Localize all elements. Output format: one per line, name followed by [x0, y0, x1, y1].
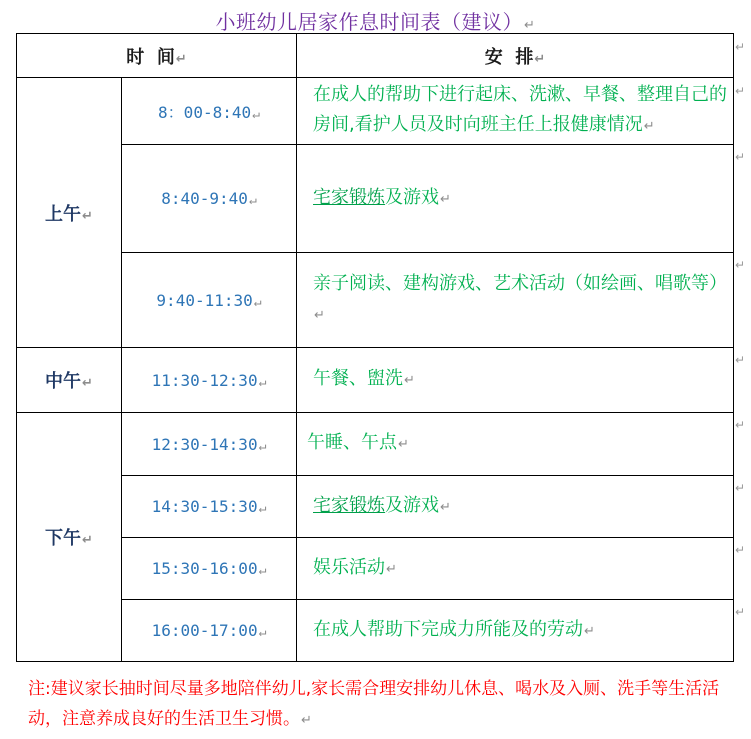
paragraph-mark-icon: ↵: [252, 106, 260, 122]
table-row: [17, 476, 734, 538]
paragraph-mark-icon: ↵: [82, 533, 93, 548]
time-label: 11:30-12:30: [151, 370, 258, 390]
table-header-row: [17, 34, 734, 78]
activity-text: 亲子阅读、建构游戏、艺术活动（如绘画、唱歌等）: [313, 273, 728, 294]
paragraph-mark-icon: ↵: [82, 208, 93, 224]
time-label: 15:30-16:00: [151, 559, 258, 578]
table-row: [17, 145, 734, 253]
time-label: 16:00-17:00: [151, 621, 258, 640]
activity-cell: [297, 78, 734, 145]
header-arrangement: [297, 34, 734, 78]
paragraph-mark-icon: ↵: [524, 18, 536, 33]
paragraph-mark-icon: ↵: [404, 373, 415, 388]
activity-cell: [297, 476, 734, 538]
activity-cell: [297, 600, 734, 662]
activity-link[interactable]: 宅家锻炼: [313, 494, 386, 516]
row-end-mark-icon: ↵: [735, 605, 746, 619]
table-row: [17, 253, 734, 348]
time-label: 14:30-15:30: [151, 497, 258, 516]
time-cell: [122, 538, 297, 600]
table-row: [17, 413, 734, 476]
paragraph-mark-icon: ↵: [175, 51, 187, 67]
time-label: 8：00-8:40: [158, 102, 252, 122]
time-label: 12:30-14:30: [151, 434, 258, 454]
paragraph-mark-icon: ↵: [534, 51, 546, 67]
row-end-mark-icon: ↵: [735, 481, 746, 495]
paragraph-mark-icon: ↵: [253, 294, 262, 310]
schedule-table: [16, 33, 734, 662]
paragraph-mark-icon: ↵: [440, 499, 451, 515]
row-end-mark-icon: ↵: [735, 150, 746, 164]
activity-cell: [297, 253, 734, 348]
period-afternoon: [17, 413, 122, 662]
paragraph-mark-icon: ↵: [643, 119, 655, 134]
paragraph-mark-icon: ↵: [440, 191, 451, 207]
period-morning: [17, 78, 122, 348]
paragraph-mark-icon: ↵: [258, 501, 267, 516]
row-end-marks: [735, 0, 751, 739]
header-time-label: 时 间: [126, 46, 175, 68]
paragraph-mark-icon: ↵: [258, 374, 267, 390]
paragraph-mark-icon: ↵: [314, 308, 325, 323]
row-end-mark-icon: ↵: [735, 353, 746, 367]
page-title: [0, 6, 751, 35]
paragraph-mark-icon: ↵: [584, 623, 595, 639]
time-label: 9:40-11:30: [156, 290, 253, 310]
activity-cell: [297, 538, 734, 600]
paragraph-mark-icon: ↵: [258, 438, 267, 454]
activity-text: 娱乐活动: [313, 556, 386, 578]
time-label: 8:40-9:40: [161, 189, 248, 208]
table-row: [17, 348, 734, 413]
activity-text: 及游戏: [385, 186, 440, 208]
paragraph-mark-icon: ↵: [301, 713, 312, 728]
activity-text: 及游戏: [385, 494, 440, 516]
header-arrangement-label: 安 排: [484, 46, 534, 68]
time-cell: [122, 600, 297, 662]
activity-link[interactable]: 宅家锻炼: [313, 186, 386, 208]
time-cell: [122, 253, 297, 348]
row-end-mark-icon: ↵: [735, 543, 746, 557]
time-cell: [122, 413, 297, 476]
paragraph-mark-icon: ↵: [258, 625, 267, 640]
time-cell: [122, 476, 297, 538]
time-cell: [122, 78, 297, 145]
period-noon: [17, 348, 122, 413]
paragraph-mark-icon: ↵: [398, 437, 409, 452]
footnote: [28, 674, 728, 736]
row-end-mark-icon: ↵: [735, 258, 746, 272]
time-cell: [122, 348, 297, 413]
activity-text: 午餐、盥洗: [313, 368, 404, 389]
row-end-mark-icon: ↵: [735, 84, 746, 98]
activity-text: 在成人的帮助下进行起床、洗漱、早餐、整理自己的房间,看护人员及时向班主任上报健康情况: [313, 84, 728, 135]
paragraph-mark-icon: ↵: [82, 376, 93, 391]
footnote-text: 注:建议家长抽时间尽量多地陪伴幼儿,家长需合理安排幼儿休息、喝水及入厕、洗手等生活活动，注意养成良好的生活卫生习惯。: [28, 679, 720, 729]
activity-cell: [297, 145, 734, 253]
period-label: 上午: [45, 203, 82, 225]
period-label: 中午: [45, 371, 82, 392]
time-cell: [122, 145, 297, 253]
activity-text: 午睡、午点: [307, 432, 398, 453]
table-row: [17, 538, 734, 600]
table-row: [17, 78, 734, 145]
paragraph-mark-icon: ↵: [248, 193, 257, 208]
activity-text: 在成人帮助下完成力所能及的劳动: [313, 618, 584, 640]
activity-cell: [297, 413, 734, 476]
row-end-mark-icon: ↵: [735, 418, 746, 432]
period-label: 下午: [45, 528, 82, 549]
paragraph-mark-icon: ↵: [386, 561, 397, 577]
header-time: [17, 34, 297, 78]
title-text: 小班幼儿居家作息时间表（建议）: [215, 10, 524, 34]
activity-cell: [297, 348, 734, 413]
row-end-mark-icon: ↵: [735, 40, 746, 54]
paragraph-mark-icon: ↵: [258, 563, 267, 578]
table-row: [17, 600, 734, 662]
